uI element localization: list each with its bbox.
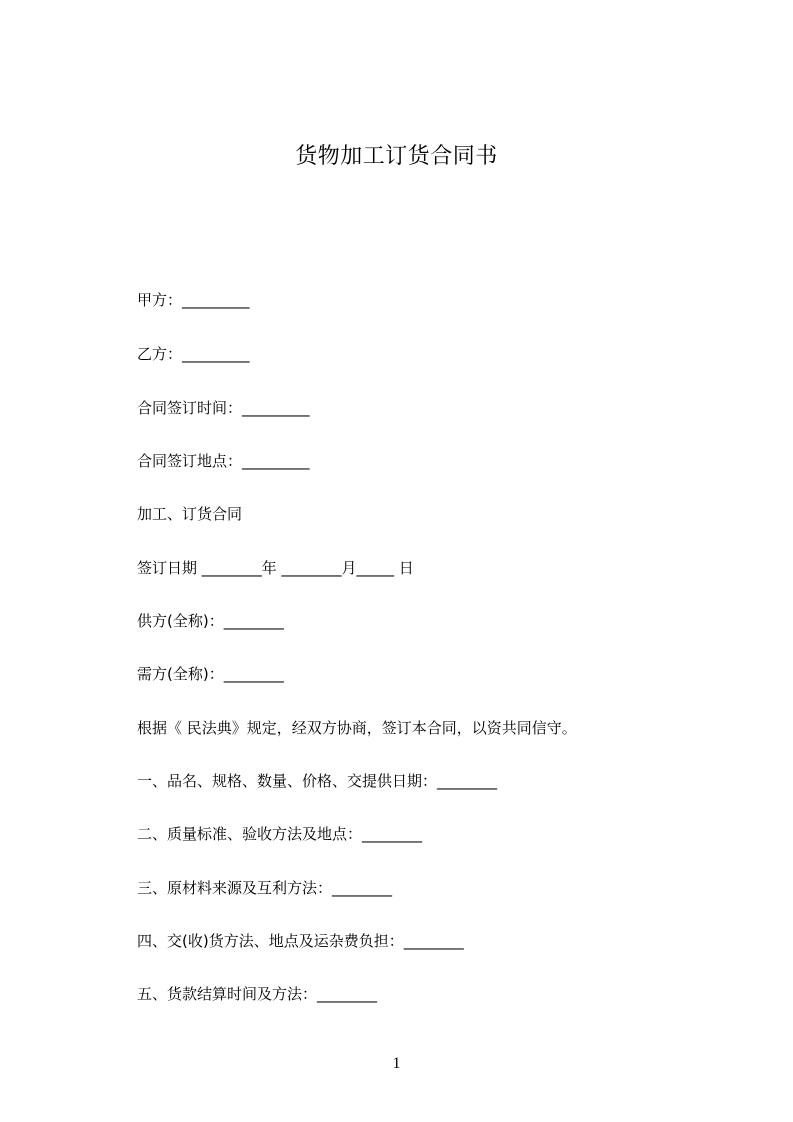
clause-2: 二、质量标准、验收方法及地点：________	[137, 825, 423, 843]
signing-place-line: 合同签订地点：_________	[137, 452, 310, 470]
clause-5: 五、货款结算时间及方法：________	[137, 985, 378, 1003]
contract-subtitle: 加工、订货合同	[137, 505, 243, 523]
page-number: 1	[392, 1055, 401, 1072]
signing-time-line: 合同签订时间：_________	[137, 399, 310, 417]
clause-1: 一、品名、规格、数量、价格、交提供日期：________	[137, 772, 498, 790]
clause-4: 四、交(收)货方法、地点及运杂费负担：________	[137, 932, 464, 950]
document-title: 货物加工订货合同书	[295, 144, 498, 169]
party-b-line: 乙方：_________	[137, 345, 250, 363]
signing-date-line: 签订日期 ________年 ________月_____ 日	[137, 559, 414, 577]
buyer-line: 需方(全称)：________	[137, 665, 284, 683]
supplier-line: 供方(全称)：________	[137, 612, 284, 630]
party-a-line: 甲方：_________	[137, 291, 250, 309]
clause-3: 三、原材料来源及互利方法：________	[137, 879, 393, 897]
preamble-paragraph: 根据《 民法典》规定，经双方协商，签订本合同，以资共同信守。	[137, 719, 577, 737]
